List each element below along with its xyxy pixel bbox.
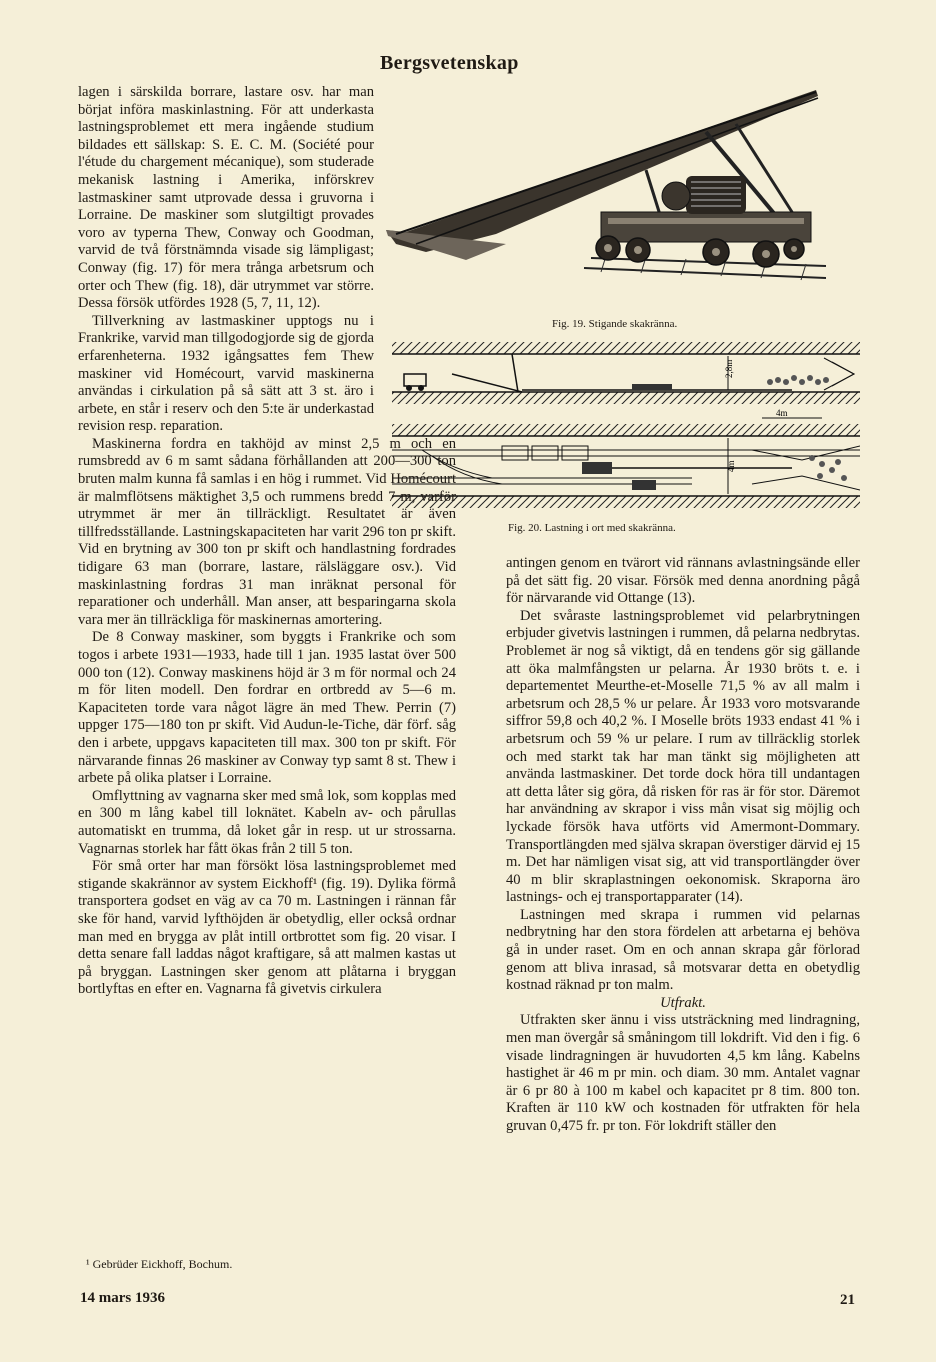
page-header: Bergsvetenskap: [380, 52, 519, 74]
paragraph: Det svåraste lastningsproblemet vid pelarbrytningen erbjuder givetvis lastningen i rummen, då pelarna nedbrytas. Problemet är nog så viktigt, då en tendens gör sig gällande att öka malmfångsten ur pelarna. År 1930 bröts t. e. i departementet Meurthe-et-Moselle 71,5 % av all malm i arbetsrum och 28,5 % ur pelare. År 1933 voro motsvarande siffror 59,8 och 40,2 %. I Moselle bröts 1933 endast 41 % i arbetsrum och 59 % ur pelare. I rum av tillräcklig storlek och med starkt tak har man tänkt sig möjligheten att använda lastmaskiner. Det torde dock höra till undantagen att detta låter sig göra, då risken för ras är för stor. Däremot har användning av skrapor i viss mån visat sig möjlig och lyckade försök hava utförts vid Amermont-Dommary. Transportlängden med själva skrapan överstiger därvid ej 15 m. Det har nämligen visat sig, att vid transportlängder över 40 m blir skraplastningen oekonomisk. Skraporna äro lastnings- och ej transportapparater (14).: [506, 607, 860, 906]
section-heading: Utfrakt.: [660, 994, 706, 1011]
fig19-caption: Fig. 19. Stigande skakränna.: [552, 318, 678, 330]
fig20-caption: Fig. 20. Lastning i ort med skakränna.: [508, 522, 676, 534]
fig20-diagram: [392, 338, 860, 510]
section-chute: [452, 374, 522, 392]
paragraph: Lastningen med skrapa i rummen vid pelarnas nedbrytning har den stora fördelen att arbetarna ej behöva gå in under raset. Om en och annan skrapa går förlorad genom att bliva inrasad, så motsvarar detta en obetydlig kostnad räknad pr ton malm.: [506, 906, 860, 994]
footnote: ¹ Gebrüder Eickhoff, Bochum.: [86, 1257, 233, 1271]
section-floor: [392, 392, 860, 404]
left-column: [78, 84, 456, 999]
section-roof: [392, 342, 860, 354]
paragraph: Utfrakten sker ännu i viss utsträckning med lindragning, men man övergår så småningom till lokdrift. Vid den i fig. 6 visade lindragningen är huvudorten 4,5 km lång. Kabelns hastighet är 46 m pr min. och diam. 30 mm. Antalet vagnar är 6 pr 80 à 100 m kabel och kapacitet pr 8 tim. 800 ton. Kraften är 110 kW och kostnaden för utfrakten för hela gruvan 0,475 fr. pr ton. För lokdrift ställer den: [506, 1012, 860, 1134]
plan-wall-top: [392, 424, 860, 436]
paragraph: De 8 Conway maskiner, som byggts i Frankrike och som togos i arbete 1931—1933, hade till 1 jan. 1935 lastat över 500 000 ton (12). Conway maskinens höjd är 3 m för normal och 24 m för liten modell. Den fordrar en ortbredd av 5—6 m. Kapaciteten torde vara något lägre än med Thew. Perrin (7) uppger 175—180 ton pr skift. Vid Audun-le-Tiche, där förf. såg den i arbete, uppgavs kapaciteten till max. 300 ton pr skift. För närvarande finnas 26 maskiner av Conway typ samt 8 st. Thew i arbete på olika platser i Lorraine.: [78, 629, 456, 787]
footer-date: 14 mars 1936: [80, 1290, 165, 1306]
plan-wagon-1: [502, 446, 528, 460]
paragraph: antingen genom en tvärort vid rännans avlastningsände eller på det sätt fig. 20 visar. Försök med denna anordning pågå för närvarande vid Ottange (13).: [506, 555, 860, 607]
rail-bottom: [584, 268, 826, 278]
plan-wagon-3: [562, 446, 588, 460]
plan-wall-bottom: [392, 496, 860, 508]
fig20-width-label: 4m: [726, 460, 736, 472]
fig20-length-label: 4m: [776, 408, 788, 418]
cart-frame: [601, 212, 811, 242]
page-number: 21: [840, 1292, 855, 1308]
plan-wagon-2: [532, 446, 558, 460]
fig20-height-label: 2,8m: [724, 359, 734, 378]
paragraph: Maskinerna fordra en takhöjd av minst 2,5 m och en rumsbredd av 6 m samt sådana förhållanden att 200—300 ton bruten malm kunna få samlas i en hög i rummet. Vid Homécourt är malmflötsens mäktighet 3,5 och rummens bredd 7 m, varför utrymmet är mer än tillräckligt. Resultatet är även tillfredsställande. Lastningskapaciteten har varit 296 ton pr skift. Vid en brytning av 300 ton pr skift och handlastning fordrades tidigare 63 man (borrare, lastare, rälsläggare osv.). Vid maskinlastning fordras 31 man inräknat personal för reparationer och underhåll. Man anser, att besparingarna skola vara mer än tillräckliga för maskinernas amortering.: [78, 435, 456, 628]
plan-motor-2: [632, 480, 656, 490]
right-column: [506, 555, 860, 1136]
paragraph: För små orter har man försökt lösa lastningsproblemet med stigande skakrännor av system Eickhoff¹ (fig. 19). Dylika förmå transportera godset en väg av ca 70 m. Lastningen i rännan får ske för hand, varvid lyfthöjden är obetydlig, eller också ordnar man med en brygga av plåt intill ortbrottet som fig. 20 visar. I detta senare fall laddas något kraftigare, så att malmen kastas ut på bryggan. Lastningen sker genom att plåtarna i bryggan bortlyftas en efter en. Vagnarna få givetvis cirkulera: [78, 858, 456, 998]
plan-motor-1: [582, 462, 612, 474]
paragraph: lagen i särskilda borrare, lastare osv. har man börjat införa maskinlastning. För att underkasta lastningsproblemet ett mera ingående studium bildades ett sällskap: S. E. C. M. (Société pour l'étude du chargement mécanique), som studerade mekanisk lastning i Amerika, införskrev lastmaskiner samt utprovade dessa i gruvorna i Lorraine. De maskiner som slutgiltigt provades voro av typerna Thew, Conway och Goodman, varvid de två förstnämnda visade sig lämpligast; Conway (fig. 17) för mera trånga arbetsrum och orter och Thew (fig. 18), där utrymmet var större. Dessa försök utfördes 1928 (5, 7, 11, 12).: [78, 84, 374, 312]
section-ore-pile: [767, 375, 829, 385]
paragraph: Tillverkning av lastmaskiner upptogs nu i Frankrike, varvid man tillgodogjorde sig de gjorda erfarenheterna. 1932 igångsattes fem Thew maskiner vid Homécourt, varvid maskinerna användas i cirkulation på så sätt att 3 st. äro i arbete, en står i reserv och den 5:te är underkastad revision resp. reparation.: [78, 312, 374, 435]
paragraph: Omflyttning av vagnarna sker med små lok, som kopplas med en 300 m lång kabel till loknätet. Kabeln av- och pårullas automatiskt en trumma, då loket går in resp. ut ur strossarna. Vagnarnas storlek har fått ökas från 2 till 5 ton.: [78, 787, 456, 857]
